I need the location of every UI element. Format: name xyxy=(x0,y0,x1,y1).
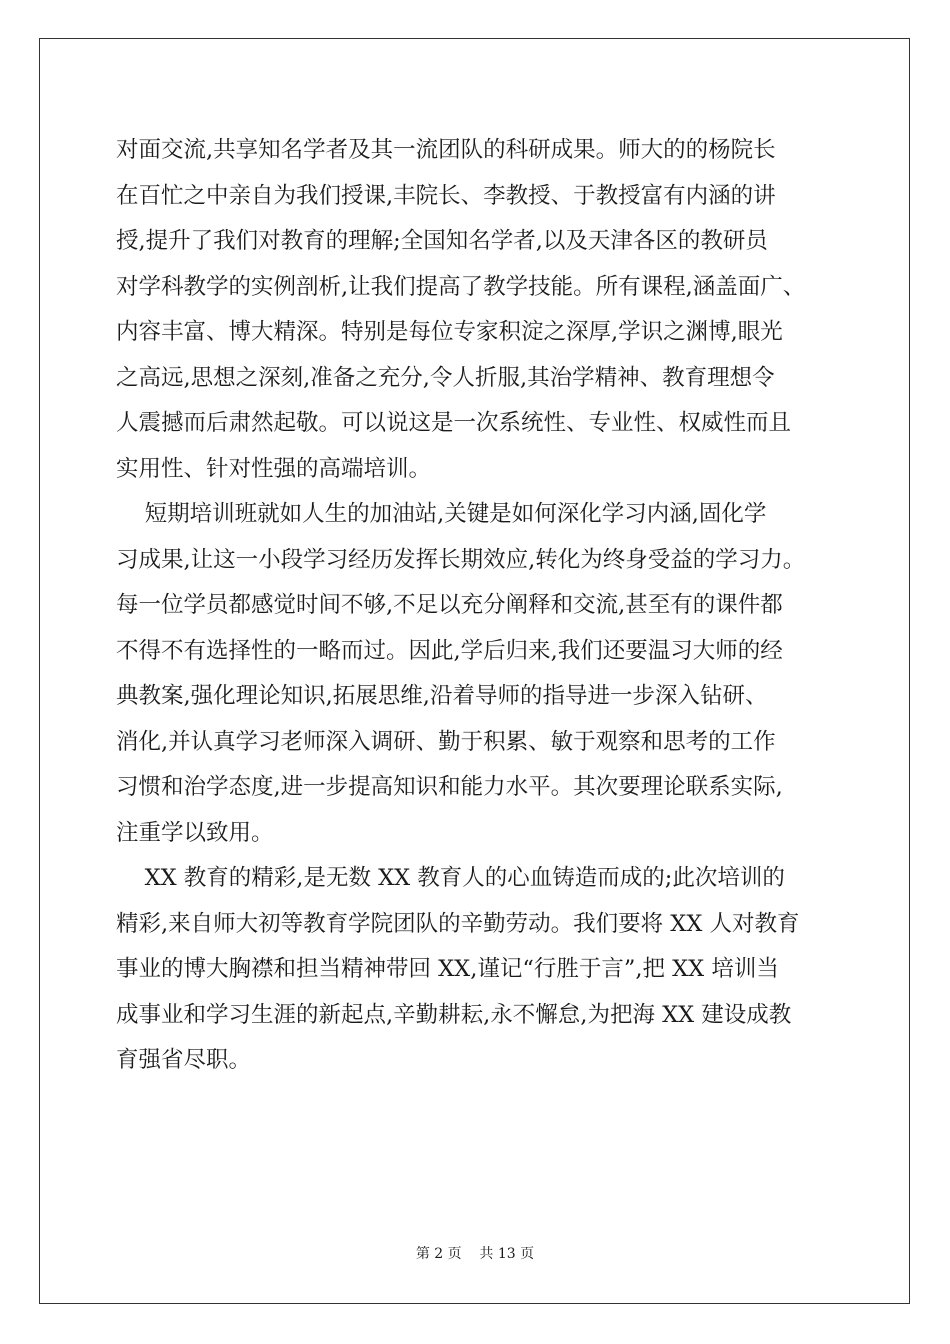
text-line: 每一位学员都感觉时间不够,不足以充分阐释和交流,甚至有的课件都 xyxy=(116,592,783,618)
text-line: XX 教育的精彩,是无数 XX 教育人的心血铸造而成的;此次培训的 xyxy=(116,865,785,891)
text-line: 事业的博大胸襟和担当精神带回 XX,谨记“行胜于言”,把 XX 培训当 xyxy=(116,956,779,982)
text-line: 典教案,强化理论知识,拓展思维,沿着导师的指导进一步深入钻研、 xyxy=(116,683,768,709)
text-line: 消化,并认真学习老师深入调研、勤于积累、敏于观察和思考的工作 xyxy=(116,728,776,755)
text-line: 习成果,让这一小段学习经历发挥长期效应,转化为终身受益的学习力。 xyxy=(116,546,806,573)
text-line: 对学科教学的实例剖析,让我们提高了教学技能。所有课程,涵盖面广、 xyxy=(116,273,806,300)
text-line: 人震撼而后肃然起敬。可以说这是一次系统性、专业性、权威性而且 xyxy=(116,410,792,436)
text-line: 实用性、针对性强的高端培训。 xyxy=(116,455,432,482)
text-line: 不得不有选择性的一略而过。因此,学后归来,我们还要温习大师的经 xyxy=(116,637,783,664)
text-line: 之高远,思想之深刻,准备之充分,令人折服,其治学精神、教育理想令 xyxy=(116,364,775,391)
text-line: 习惯和治学态度,进一步提高知识和能力水平。其次要理论联系实际, xyxy=(116,774,783,800)
text-line: 育强省尽职。 xyxy=(116,1047,252,1073)
text-line: 内容丰富、博大精深。特别是每位专家积淀之深厚,学识之渊博,眼光 xyxy=(116,319,783,345)
text-line: 对面交流,共享知名学者及其一流团队的科研成果。师大的的杨院长 xyxy=(116,137,776,163)
text-line: 成事业和学习生涯的新起点,辛勤耕耘,永不懈怠,为把海 XX 建设成教 xyxy=(116,1001,792,1028)
text-line: 短期培训班就如人生的加油站,关键是如何深化学习内涵,固化学 xyxy=(116,501,767,527)
document-body xyxy=(116,128,836,1084)
text-line: 授,提升了我们对教育的理解;全国知名学者,以及天津各区的教研员 xyxy=(116,228,768,254)
text-line: 在百忙之中亲自为我们授课,丰院长、李教授、于教授富有内涵的讲 xyxy=(116,182,776,209)
text-line: 注重学以致用。 xyxy=(116,819,274,846)
text-line: 精彩,来自师大初等教育学院团队的辛勤劳动。我们要将 XX 人对教育 xyxy=(116,910,800,937)
page-number-footer: 第 2 页 共 13 页 xyxy=(415,1246,535,1262)
